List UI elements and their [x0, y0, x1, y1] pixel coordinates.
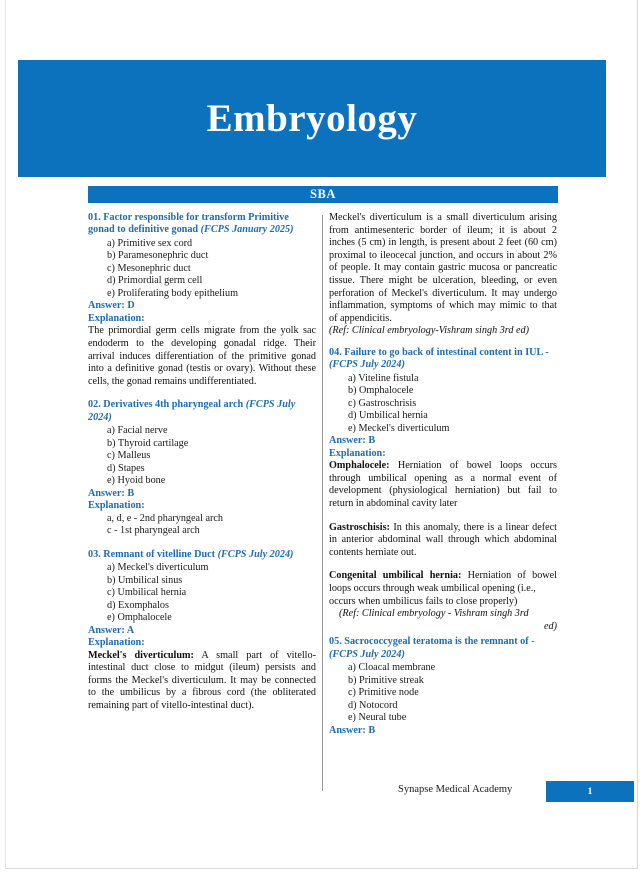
explanation-term: Meckel's diverticulum: — [88, 649, 194, 661]
congenital-umbilical-hernia-explanation — [329, 570, 557, 595]
question-02-options — [88, 425, 316, 488]
question-04-reference-line-1: (Ref: Clinical embryology - Vishram singh 3rd — [339, 608, 529, 620]
question-04-reference-line-2: ed) — [543, 620, 557, 632]
congenital-hernia-term: Congenital umbilical hernia: — [329, 570, 462, 582]
question-05-heading-text: 05. Sacrococcygeal teratoma is the remnant of - — [329, 636, 535, 648]
option-item: c) Mesonephric duct — [107, 262, 191, 274]
section-banner-sba — [88, 186, 558, 203]
option-item: b) Thyroid cartilage — [107, 437, 189, 449]
option-item: e) Proliferating body epithelium — [107, 287, 238, 299]
question-03-explanation-label: Explanation: — [88, 637, 145, 648]
question-03-heading-text: 03. Remnant of vitelline Duct — [88, 548, 218, 560]
option-item: d) Exomphalos — [107, 599, 169, 611]
page-sheet — [5, 0, 638, 869]
omphalocele-term: Omphalocele: — [329, 460, 390, 472]
option-item: d) Umbilical hernia — [348, 410, 428, 422]
question-01-answer: Answer: D — [88, 300, 135, 312]
congenital-hernia-body-2: occurs when umbilicus fails to close properly) — [329, 595, 518, 607]
question-01-options — [88, 238, 316, 301]
option-item: c) Gastroschrisis — [348, 397, 417, 409]
question-03-reference: (Ref: Clinical embryology-Vishram singh 3rd ed) — [329, 325, 530, 337]
question-02-heading — [88, 399, 316, 424]
spacer — [88, 538, 316, 549]
option-item: b) Primitive streak — [348, 674, 424, 686]
option-item: e) Meckel's diverticulum — [348, 422, 450, 434]
option-item: e) Omphalocele — [107, 612, 172, 623]
option-item: c) Umbilical hernia — [107, 587, 187, 598]
question-05-options — [329, 662, 557, 725]
option-item: d) Stapes — [107, 462, 145, 474]
spacer — [329, 559, 557, 570]
question-block-02 — [88, 399, 316, 537]
question-01-heading-text: 01. Factor responsible for transform Primitive gonad to definitive gonad — [88, 212, 289, 236]
option-item: e) Hyoid bone — [107, 475, 166, 487]
column-divider — [322, 215, 323, 791]
option-item: b) Umbilical sinus — [107, 574, 183, 586]
question-03-answer: Answer: A — [88, 624, 135, 636]
question-block-01 — [88, 212, 316, 388]
option-item: c) Primitive node — [348, 687, 419, 699]
question-02-heading-text: 02. Derivatives 4th pharyngeal arch — [88, 399, 246, 411]
gastroschisis-explanation — [329, 522, 557, 560]
page-footer — [398, 781, 634, 802]
omphalocele-explanation — [329, 460, 557, 510]
question-04-heading-text: 04. Failure to go back of intestinal content in IUL - — [329, 346, 549, 358]
option-item: a) Primitive sex cord — [107, 237, 193, 249]
omphalocele-body: Herniation of bowel loops occurs through umbilical opening as a normal event of development (physiological herniation) but fail to return in abdominal cavity later — [329, 460, 557, 510]
question-04-heading — [329, 347, 557, 372]
question-02-explanation-lines — [88, 513, 316, 538]
question-05-answer: Answer: B — [329, 724, 376, 736]
right-column — [329, 212, 557, 737]
section-banner-label: SBA — [309, 187, 337, 202]
page-title: Embryology — [206, 97, 418, 140]
question-05-heading — [329, 636, 557, 661]
option-item: d) Notocord — [348, 699, 398, 711]
option-item: e) Neural tube — [348, 712, 407, 724]
question-01-explanation-label: Explanation: — [88, 312, 145, 324]
footer-academy-label: Synapse Medical Academy — [398, 784, 513, 795]
question-05-source: (FCPS July 2024) — [329, 648, 405, 660]
question-04-options — [329, 373, 557, 436]
option-item: b) Paramesonephric duct — [107, 250, 209, 262]
spacer — [88, 388, 316, 399]
question-03-heading — [88, 549, 316, 561]
question-02-answer: Answer: B — [88, 487, 135, 499]
question-03-continued-paragraph: Meckel's diverticulum is a small diverticulum arising from antimesenteric border of ileum; it is about 2 inches (5 cm) in length, is present about 2 feet (60 cm) proximal to ileocecal junction, and occurs in about 2% of people. It may contain gastric mucosa or pancreatic tissue. There might be ulceration, bleeding, or even perforation of Meckel's diverticulum. It may undergo inflammation, symptoms of which may mimic to that of appendicitis. — [329, 212, 557, 324]
question-03-options — [88, 562, 316, 625]
explanation-line: a, d, e - 2nd pharyngeal arch — [107, 512, 223, 524]
spacer — [329, 338, 557, 347]
option-item: a) Viteline fistula — [348, 372, 419, 384]
question-block-03 — [88, 549, 316, 713]
chapter-title-banner — [18, 60, 606, 177]
question-block-04 — [329, 347, 557, 633]
option-item: c) Malleus — [107, 450, 151, 462]
option-item: a) Facial nerve — [107, 425, 168, 437]
question-03-source: (FCPS July 2024) — [217, 548, 294, 560]
body-columns — [88, 212, 568, 792]
question-03-explanation — [88, 650, 316, 713]
congenital-hernia-body: Herniation of bowel loops occurs through weak umbilical opening (i.e., — [329, 570, 557, 594]
question-02-source: (FCPS July 2024) — [88, 399, 296, 423]
question-01-source: (FCPS January 2025) — [200, 224, 294, 236]
option-item: a) Meckel's diverticulum — [107, 562, 209, 573]
page-number: 1 — [587, 786, 593, 797]
gastroschisis-term: Gastroschisis: — [329, 521, 390, 533]
explanation-line: c - 1st pharyngeal arch — [107, 525, 200, 537]
question-04-answer: Answer: B — [329, 435, 376, 447]
gastroschisis-body: In this anomaly, there is a linear defect in anterior abdominal wall through which abdominal contents herniate out. — [329, 521, 557, 558]
left-column — [88, 212, 316, 712]
option-item: a) Cloacal membrane — [348, 662, 436, 674]
question-01-heading — [88, 212, 316, 237]
question-block-05 — [329, 636, 557, 737]
option-item: b) Omphalocele — [348, 385, 414, 397]
page-number-box — [546, 781, 634, 802]
question-04-explanation-label: Explanation: — [329, 447, 386, 459]
question-04-source: (FCPS July 2024) — [329, 359, 405, 371]
question-02-explanation-label: Explanation: — [88, 500, 145, 512]
question-03-continuation — [329, 212, 557, 338]
spacer — [329, 511, 557, 522]
explanation-body: A small part of vitello-intestinal duct close to midgut (ileum) persists and forms the Meckel's diverticulum. It may be connected to the umbilicus by a fibrous cord (the obliterated remaining part of vitello-intestinal duct). — [88, 649, 316, 711]
question-01-explanation: The primordial germ cells migrate from the yolk sac endoderm to the developing gonadal ridge. Their arrival induces differentiation of the primitive gonad into a definitive gonad (testis or ovary). Without these cells, the gonad remains undifferentiated. — [88, 325, 316, 387]
option-item: d) Primordial germ cell — [107, 275, 203, 287]
